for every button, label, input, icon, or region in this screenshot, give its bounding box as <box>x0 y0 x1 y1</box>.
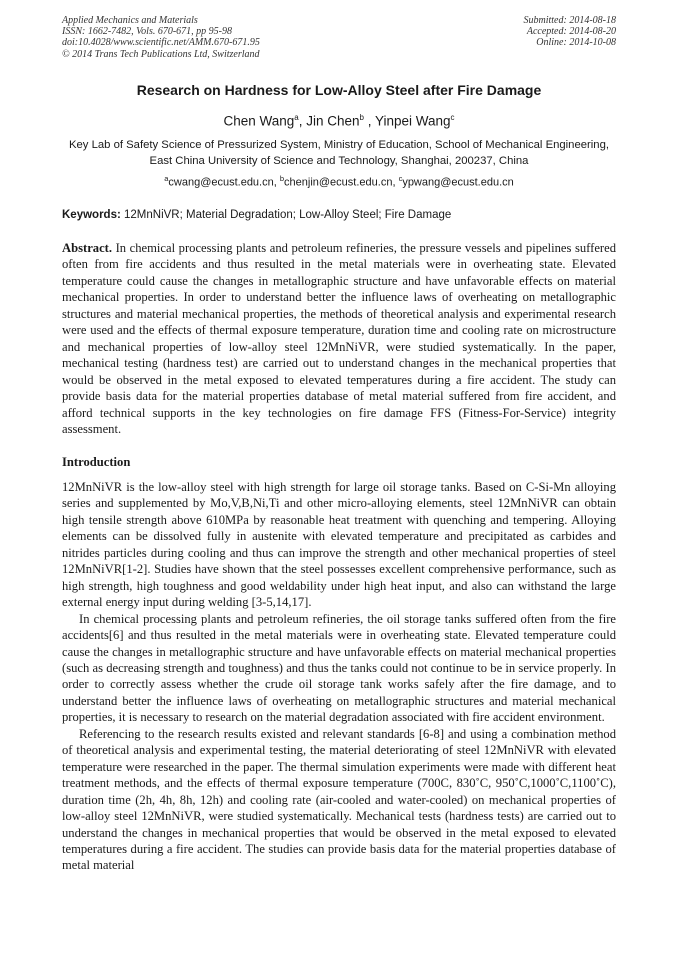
online-date: Online: 2014-10-08 <box>536 37 616 49</box>
issn-line: ISSN: 1662-7482, Vols. 670-671, pp 95-98 <box>62 26 232 38</box>
email-mark: b <box>279 174 285 183</box>
email-address: chenjin@ecust.edu.cn <box>284 176 393 189</box>
email-list: $^a$cwang@ecust.edu.cn, $^b$chenjin@ecust.edu.cn, $^c$ypwang@ecust.edu.cn <box>164 174 514 189</box>
email-mark: c <box>398 174 403 183</box>
journal-name: Applied Mechanics and Materials <box>62 15 198 26</box>
author-name: Yinpei Wang <box>374 113 451 129</box>
copyright-line: © 2014 Trans Tech Publications Ltd, Switzerland <box>62 48 260 60</box>
email-address: cwang@ecust.edu.cn <box>168 176 274 189</box>
author-mark: c <box>450 113 455 122</box>
accepted-date: Accepted: 2014-08-20 <box>526 26 616 38</box>
author-separator: , <box>363 113 375 129</box>
abstract-label: Abstract. <box>62 241 113 255</box>
submitted-date: Submitted: 2014-08-18 <box>523 15 616 26</box>
paragraph: 12MnNiVR is the low-alloy steel with high strength for large oil storage tanks. Based on C-Si-Mn alloying series and supplemented by Mo,V,B,Ni,Ti and other micro-alloying elements, steel 12MnNiVR can obtain high tensile strength above 610MPa by reasonable heat treatment with quenching and tempering. Alloying elements can be dissolved fully in austenite with elevated temperature and precipitated as carbides and nitrides particles during cooling and thus can improve the strength and other mechanical properties of steel 12MnNiVR[1-2]. Studies have shown that the steel possesses excellent comprehensive performance, such as high strength, high toughness and good weldability under high heat input, and also can withstand the large external energy input during welding [3-5,14,17]. <box>62 480 616 610</box>
keywords-text: 12MnNiVR; Material Degradation; Low-Alloy Steel; Fire Damage <box>124 209 452 221</box>
abstract <box>62 240 616 437</box>
author-mark: a <box>294 113 299 122</box>
dates-info <box>524 15 617 49</box>
author-name: Jin Chen <box>306 113 360 129</box>
keywords-label: Keywords: <box>62 209 121 221</box>
section-heading: Introduction <box>62 455 131 469</box>
affiliation: Key Lab of Safety Science of Pressurized System, Ministry of Education, School of Mechanical Engineering, East China University of Science and Technology, Shanghai, 200237, China <box>68 139 610 167</box>
author-separator: , <box>298 113 307 129</box>
paper-title: Research on Hardness for Low-Alloy Steel after Fire Damage <box>136 82 542 98</box>
author-name: Chen Wang <box>223 113 295 129</box>
abstract-text: In chemical processing plants and petroleum refineries, the pressure vessels and pipelines suffered often from fire accidents and thus resulted in the metal materials were in overheating state. Elevated temperature could cause the changes in metallographic structure and have unfavorable effects on material mechanical properties. In order to understand better the influence laws of overheating on metallographic structures and material mechanical properties, the methods of theoretical analysis and experimental research were used and the effects of thermal exposure temperature, duration time and cooling rate on microstructure and mechanical properties of low-alloy steel 12MnNiVR, were studied systematically. In the paper, mechanical testing (hardness test) are carried out to understand changes in the mechanical properties that would be observed in the metal exposed to elevated temperatures during a fire accident. The study can provide basis data for the material properties database of metal material suffered from fire accident, and afford technical supports in the key technologies on fire damage FFS (Fitness-For-Service) integrity assessment. <box>62 241 616 436</box>
email-address: ypwang@ecust.edu.cn <box>402 176 514 189</box>
introduction-body <box>62 479 616 874</box>
paragraph: Referencing to the research results existed and relevant standards [6-8] and using a combination method of theoretical analysis and experimental testing, the material deteriorating of steel 12MnNiVR with elevated temperature were researched in the paper. The thermal simulation experiments were made with different heat treatment methods, and the effects of thermal exposure temperature (700C, 830˚C, 950˚C,1000˚C,1100˚C), duration time (2h, 4h, 8h, 12h) and cooling rate (air-cooled and water-cooled) on mechanical properties of low-alloy steel 12MnNiVR, were studied systematically. Mechanical tests (hardness tests) are carried out to understand the changes in mechanical properties that would be observed in the metal exposed to elevated temperatures during a fire accident. The studies can provide basis data for the material properties database of metal material <box>62 726 616 873</box>
paragraph: In chemical processing plants and petroleum refineries, the oil storage tanks suffered often from the fire accidents[6] and thus resulted in the metal materials were in overheating state. Elevated temperature could cause the changes in metallographic structure and have unfavorable effects on material mechanical properties (such as decreasing strength and toughness) and thus the tanks could not continue to be in service properly. In order to correctly assess whether the crude oil storage tank works safely after the fire damage, and to understand better the influence laws of overheating on metallographic structures and material mechanical properties, it is necessary to research on the material degradation associated with fire accident environment. <box>62 611 616 725</box>
doi-line: doi:10.4028/www.scientific.net/AMM.670-671.95 <box>62 37 260 49</box>
journal-info <box>62 15 260 60</box>
author-list <box>40 113 638 129</box>
email-mark: a <box>164 174 169 183</box>
author-mark: b <box>359 113 364 122</box>
keywords <box>62 209 616 221</box>
